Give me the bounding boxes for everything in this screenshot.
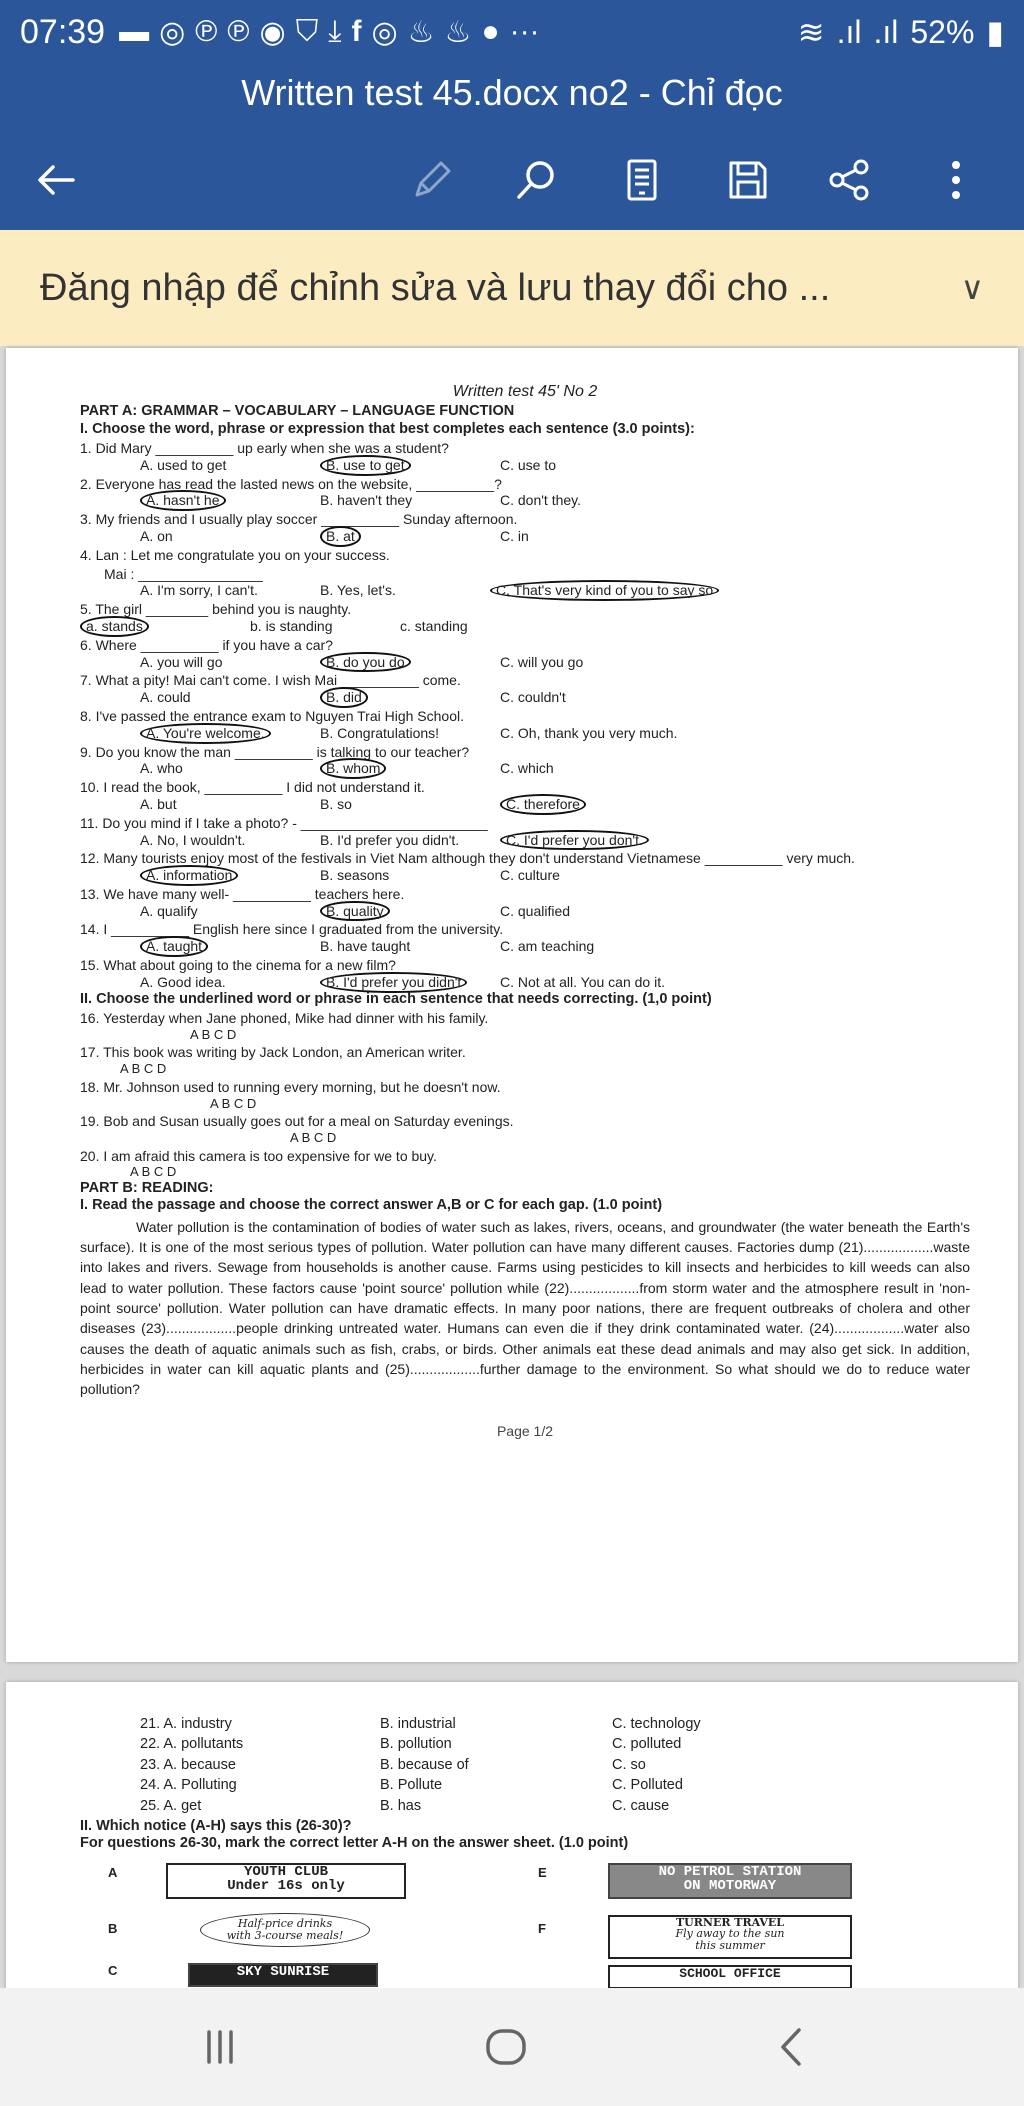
- chevron-left-icon: [767, 2022, 817, 2072]
- answer-row-23: 23. A. because B. because of C. so: [140, 1756, 646, 1773]
- answer-circle: A. taught: [140, 936, 208, 957]
- question-11: 11. Do you mind if I take a photo? - ________________________: [80, 814, 488, 831]
- options-15: A. Good idea. B. I'd prefer you didn't C. Not at all. You can do it.: [80, 974, 970, 991]
- question-6: 6. Where __________ if you have a car?: [80, 636, 333, 653]
- sign-in-banner[interactable]: [0, 230, 1024, 346]
- question-13: 13. We have many well- __________ teachers here.: [80, 885, 405, 902]
- document-title: Written test 45.docx no2 - Chỉ đọc: [241, 72, 783, 113]
- error-18: 18. Mr. Johnson used to running every morning, but he doesn't now.: [80, 1078, 501, 1095]
- options-10: A. but B. so C. therefore: [80, 796, 970, 813]
- answer-circle: C. That's very kind of you to say so: [490, 580, 719, 601]
- answer-circle: A. You're welcome.: [140, 723, 271, 744]
- question-14: 14. I __________ English here since I graduated from the university.: [80, 921, 504, 938]
- document-page-1: [6, 348, 1018, 1662]
- options-13: A. qualify B. quality C. qualified: [80, 903, 970, 920]
- edit-button[interactable]: [396, 140, 468, 220]
- notice-g: SCHOOL OFFICE: [608, 1965, 852, 1988]
- options-14: A. taught B. have taught C. am teaching: [80, 938, 970, 955]
- download-icon: ⤓: [328, 15, 342, 48]
- section-1-heading: I. Choose the word, phrase or expression that best completes each sentence (3.0 points):: [80, 420, 695, 437]
- notice-a-label: A: [108, 1864, 118, 1880]
- battery-level: 52%: [910, 13, 975, 50]
- question-8: 8. I've passed the entrance exam to Nguyen Trai High School.: [80, 707, 465, 724]
- instagram-icon-2: ◎: [371, 15, 398, 49]
- signal-icon-2: .ıl: [873, 13, 899, 50]
- minus-icon: ▬: [119, 15, 150, 48]
- section-2-heading: II. Choose the underlined word or phrase in each sentence that needs correcting. (1,0 point): [80, 990, 712, 1007]
- answer-circle: B. use to get: [320, 455, 411, 476]
- recent-apps-icon: [195, 2022, 245, 2072]
- options-6: A. you will go B. do you do C. will you go: [80, 654, 970, 671]
- answer-row-24: 24. A. Polluting B. Pollute C. Polluted: [140, 1777, 683, 1794]
- question-10: 10. I read the book, __________ I did not understand it.: [80, 779, 425, 796]
- options-11: A. No, I wouldn't. B. I'd prefer you didn't. C. I'd prefer you don't.: [80, 832, 970, 849]
- options-5: a. stands b. is standing c. standing: [80, 618, 970, 635]
- toolbar: [0, 140, 1024, 220]
- question-15: 15. What about going to the cinema for a new film?: [80, 957, 396, 974]
- app-icon: ◉: [259, 15, 286, 49]
- error-18-letters: A B C D: [210, 1095, 257, 1111]
- options-2: A. hasn't he B. haven't they C. don't they.: [80, 492, 970, 509]
- reading-view-button[interactable]: [606, 140, 678, 220]
- battery-icon: ▮: [986, 14, 1004, 50]
- error-16-letters: A B C D: [190, 1026, 237, 1042]
- error-19: 19. Bob and Susan usually goes out for a meal on Saturday evenings.: [80, 1113, 514, 1130]
- answer-row-21: 21. A. industry B. industrial C. technology: [140, 1716, 701, 1732]
- facebook-icon: f: [351, 15, 362, 48]
- chevron-down-icon[interactable]: ∨: [960, 270, 984, 306]
- sign-in-banner-text: Đăng nhập để chỉnh sửa và lưu thay đổi cho ...: [40, 266, 831, 309]
- answer-circle: B. quality: [320, 901, 390, 922]
- notice-a: YOUTH CLUB Under 16s only: [166, 1863, 406, 1899]
- messenger-icon: ●: [481, 15, 500, 48]
- save-button[interactable]: [712, 140, 784, 220]
- options-9: A. who B. whom C. which: [80, 760, 970, 777]
- error-17-letters: A B C D: [120, 1061, 167, 1077]
- answer-circle: B. did: [320, 687, 368, 708]
- notice-c: SKY SUNRISE: [188, 1963, 378, 1987]
- app-header: [0, 64, 1024, 230]
- answer-row-25: 25. A. get B. has C. cause: [140, 1797, 670, 1814]
- back-arrow-icon: [31, 155, 81, 205]
- document-page-2: [6, 1682, 1018, 1988]
- notice-e-label: E: [538, 1864, 547, 1880]
- question-2: 2. Everyone has read the lasted news on the website, __________?: [80, 475, 502, 492]
- question-5: 5. The girl ________ behind you is naughty.: [80, 601, 352, 618]
- search-icon: [511, 155, 561, 205]
- system-nav-bar: [0, 1988, 1024, 2106]
- answer-circle: A. information: [140, 865, 238, 886]
- options-12: A. information B. seasons C. culture: [80, 867, 970, 884]
- notice-b: Half-price drinks with 3-course meals!: [200, 1913, 370, 1947]
- part-a-heading: PART A: GRAMMAR – VOCABULARY – LANGUAGE FUNCTION: [80, 403, 515, 420]
- part-b-heading: PART B: READING:: [80, 1180, 214, 1197]
- answer-circle: B. whom: [320, 758, 386, 779]
- notices-grid: [80, 1859, 970, 1988]
- reading-view-icon: [617, 155, 667, 205]
- question-4-reply: Mai : ________________: [104, 565, 263, 582]
- error-20: 20. I am afraid this camera is too expensive for we to buy.: [80, 1147, 437, 1164]
- options-1: A. used to get B. use to get C. use to: [80, 457, 970, 474]
- options-4: A. I'm sorry, I can't. B. Yes, let's. C. That's very kind of you to say so: [80, 582, 970, 599]
- more-notifications-icon: ···: [509, 15, 540, 48]
- back-button[interactable]: [20, 140, 92, 220]
- tinder-icon: ♨: [407, 15, 435, 49]
- answer-circle: A. hasn't he: [140, 490, 226, 511]
- save-icon: [723, 155, 773, 205]
- notice-f-label: F: [538, 1920, 546, 1936]
- home-button[interactable]: [466, 2012, 546, 2082]
- doc-heading: Written test 45' No 2: [452, 383, 598, 400]
- error-16: 16. Yesterday when Jane phoned, Mike had dinner with his family.: [80, 1010, 489, 1027]
- answer-circle: C. therefore: [500, 794, 586, 815]
- more-options-button[interactable]: [920, 140, 992, 220]
- section-3-heading: I. Read the passage and choose the correct answer A,B or C for each gap. (1.0 point): [80, 1197, 663, 1214]
- options-3: A. on B. at C. in: [80, 528, 970, 545]
- notice-b-label: B: [108, 1920, 118, 1936]
- error-17: 17. This book was writing by Jack London, an American writer.: [80, 1044, 466, 1061]
- share-icon: [825, 155, 875, 205]
- error-20-letters: A B C D: [130, 1164, 177, 1180]
- page-number: Page 1/2: [496, 1423, 554, 1440]
- signal-icon: .ıl: [836, 13, 862, 50]
- notification-icons: [119, 15, 539, 50]
- recent-apps-button[interactable]: [180, 2012, 260, 2082]
- share-button[interactable]: [814, 140, 886, 220]
- status-time: 07:39: [20, 12, 106, 51]
- question-7: 7. What a pity! Mai can't come. I wish Mai __________ come.: [80, 672, 461, 689]
- answer-row-22: 22. A. pollutants B. pollution C. polluted: [140, 1736, 682, 1753]
- question-1: 1. Did Mary __________ up early when she was a student?: [80, 439, 449, 456]
- edit-pencil-icon: [407, 155, 457, 205]
- section-4-instructions: For questions 26-30, mark the correct letter A-H on the answer sheet. (1.0 point): [80, 1835, 629, 1852]
- notice-c-label: C: [108, 1962, 118, 1978]
- question-12: 12. Many tourists enjoy most of the festivals in Viet Nam although they don't understand Vietnamese __________ very much.: [80, 850, 855, 867]
- wifi-icon: ≋: [797, 14, 825, 50]
- reading-passage: Water pollution is the contamination of bodies of water such as lakes, rivers, oceans, and groundwater (the water beneath the Earth's surface). It is one of the most serious types of pollution. Water pollution can have many different causes. Factories dump (21)..................waste into lakes and rivers. Sewage from households is another cause. Farms using pesticides to kill insects and herbicides to kill weeds can also lead to water pollution. These factors cause 'point source' pollution while (22)..................from storm water and the atmosphere result in 'non-point source' pollution. Water pollution can have dramatic effects. In many poor nations, there are frequent outbreaks of cholera and other diseases (23)..................people drinking untreated water. Humans can even die if they drink contaminated water. (24)..................water also causes the death of aquatic animals such as fish, crabs, or birds. Other animals eat these dead animals and may also get sick. In addition, herbicides in water can kill aquatic plants and (25)..................further damage to the environment. So what should we do to reduce water pollution?: [80, 1218, 970, 1398]
- answer-circle: B. I'd prefer you didn't: [320, 972, 467, 993]
- error-19-letters: A B C D: [290, 1130, 337, 1146]
- back-nav-button[interactable]: [752, 2012, 832, 2082]
- section-4-heading: II. Which notice (A-H) says this (26-30)?: [80, 1817, 352, 1834]
- tinder-icon-2: ♨: [444, 15, 472, 49]
- notice-e: NO PETROL STATION ON MOTORWAY: [608, 1863, 852, 1899]
- answer-circle: C. I'd prefer you don't.: [500, 830, 649, 851]
- status-bar: [0, 0, 1024, 64]
- options-8: A. You're welcome. B. Congratulations! C. Oh, thank you very much.: [80, 725, 970, 742]
- options-7: A. could B. did C. couldn't: [80, 689, 970, 706]
- answer-circle: a. stands: [80, 616, 149, 637]
- pinterest-icon-2: ℗: [227, 15, 250, 48]
- question-3: 3. My friends and I usually play soccer __________ Sunday afternoon.: [80, 511, 518, 528]
- question-4: 4. Lan : Let me congratulate you on your success.: [80, 546, 390, 563]
- notice-f: TURNER TRAVEL Fly away to the sun this summer: [608, 1915, 852, 1959]
- more-options-icon: [931, 155, 981, 205]
- question-9: 9. Do you know the man __________ is talking to our teacher?: [80, 743, 470, 760]
- answer-circle: B. do you do: [320, 652, 411, 673]
- home-icon: [481, 2022, 531, 2072]
- search-button[interactable]: [500, 140, 572, 220]
- pinterest-icon: ℗: [195, 15, 218, 48]
- answer-circle: B. at: [320, 526, 361, 547]
- instagram-icon: ◎: [159, 15, 186, 49]
- shield-icon: ⛉: [295, 15, 319, 48]
